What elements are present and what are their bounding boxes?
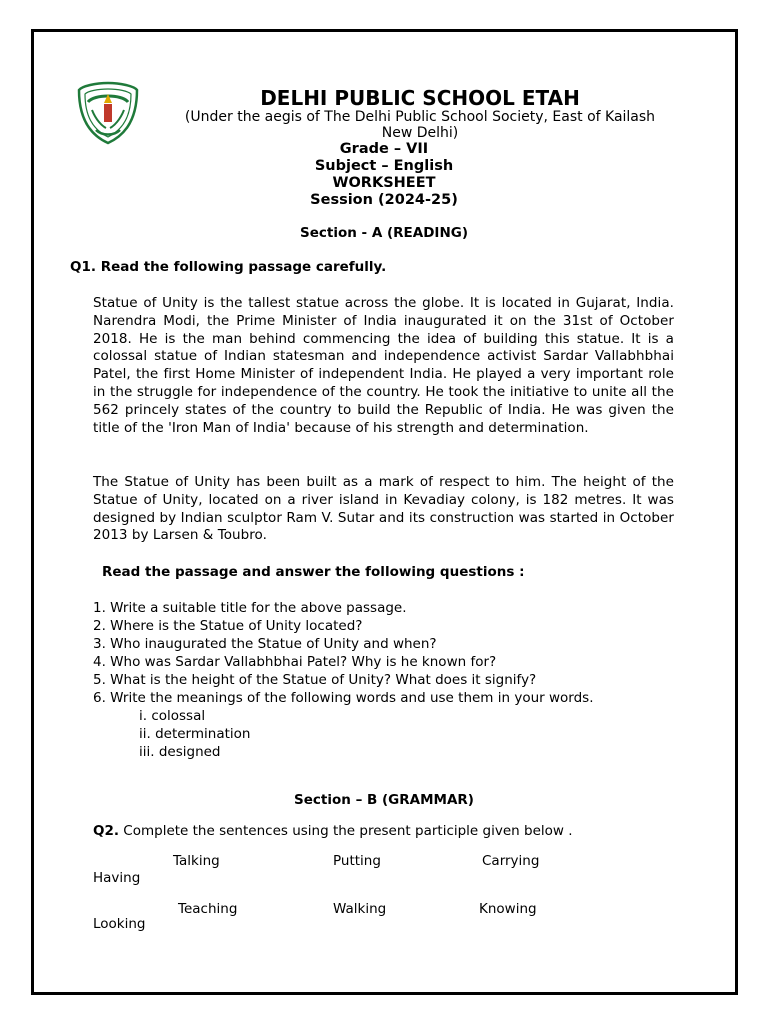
subject: Subject – English <box>314 158 454 174</box>
question-item: 6. Write the meanings of the following words and use them in your words. <box>93 690 594 706</box>
participle-word: Carrying <box>482 853 540 869</box>
question-item: 3. Who inaugurated the Statue of Unity and when? <box>93 636 437 652</box>
participle-word: Looking <box>93 916 146 932</box>
vocabulary-item: ii. determination <box>139 726 251 742</box>
q2-label: Q2. <box>93 823 119 839</box>
aegis-line-1: (Under the aegis of The Delhi Public School Society, East of Kailash <box>184 109 656 125</box>
vocabulary-item: i. colossal <box>139 708 206 724</box>
school-logo <box>74 80 142 146</box>
q2-prompt <box>93 823 573 840</box>
vocabulary-list <box>139 707 250 761</box>
participle-word: Knowing <box>479 901 537 917</box>
worksheet-title: WORKSHEET <box>332 175 436 191</box>
participle-word: Walking <box>333 901 387 917</box>
passage-paragraph-2: The Statue of Unity has been built as a mark of respect to him. The height of the Statue of Unity, located on a river island in Kevadiay colony, is 182 metres. It was designed by Indian sculptor Ram V. Sutar and its construction was started in October 2013 by Larsen & Toubro. <box>93 474 674 544</box>
aegis-line-2: New Delhi) <box>381 125 459 141</box>
question-list <box>93 599 594 707</box>
questions-instruction: Read the passage and answer the following questions : <box>102 564 525 580</box>
passage-paragraph-1: Statue of Unity is the tallest statue across the globe. It is located in Gujarat, India. Narendra Modi, the Prime Minister of India inaugurated it on the 31st of October 2018. He is the man behind commencing the idea of building this statue. It is a colossal statue of Indian statesman and independence activist Sardar Vallabhbhai Patel, the first Home Minister of independent India. He played a very important role in the struggle for independence of the country. He took the initiative to unite all the 562 princely states of the country to build the Republic of India. He was given the title of the 'Iron Man of India' because of his strength and determination. <box>93 295 674 436</box>
participle-word: Teaching <box>178 901 238 917</box>
vocabulary-item: iii. designed <box>139 744 221 760</box>
question-item: 4. Who was Sardar Vallabhbhai Patel? Why is he known for? <box>93 654 497 670</box>
section-b-title: Section – B (GRAMMAR) <box>294 792 474 808</box>
q2-text: Complete the sentences using the present participle given below . <box>119 823 573 839</box>
question-item: 2. Where is the Statue of Unity located? <box>93 618 363 634</box>
section-a-title: Section - A (READING) <box>299 225 468 241</box>
participle-word: Talking <box>173 853 220 869</box>
question-item: 5. What is the height of the Statue of Unity? What does it signify? <box>93 672 537 688</box>
participle-word: Having <box>93 870 141 886</box>
participle-word: Putting <box>333 853 381 869</box>
aegis-line <box>170 109 670 141</box>
question-item: 1. Write a suitable title for the above passage. <box>93 600 407 616</box>
q1-heading: Q1. Read the following passage carefully. <box>70 259 387 275</box>
session: Session (2024-25) <box>310 192 458 208</box>
grade: Grade – VII <box>339 141 429 157</box>
school-name: DELHI PUBLIC SCHOOL ETAH <box>260 86 580 110</box>
